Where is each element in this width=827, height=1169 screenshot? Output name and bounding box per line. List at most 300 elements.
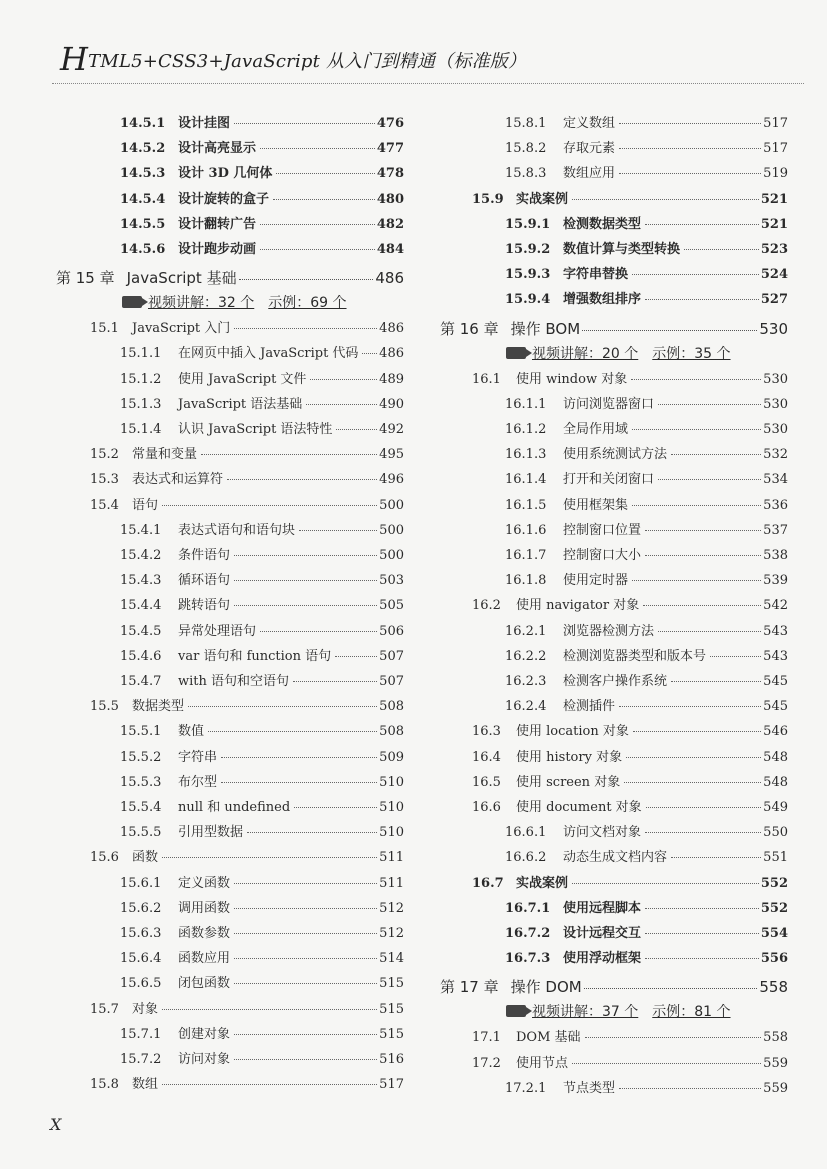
toc-entry-title: 打开和关闭窗口	[563, 472, 655, 488]
toc-entry-page: 558	[763, 1030, 788, 1046]
toc-entry[interactable]	[90, 468, 404, 490]
toc-entry-page: 490	[379, 396, 404, 412]
toc-entry[interactable]	[505, 695, 788, 717]
toc-entry[interactable]	[90, 443, 404, 465]
toc-entry[interactable]	[120, 746, 404, 768]
toc-entry-number: 15.1.2	[120, 371, 162, 387]
toc-entry[interactable]	[505, 162, 788, 184]
toc-entry-number: 15.1.4	[120, 422, 162, 437]
chapter-title: 操作 BOM	[510, 319, 581, 338]
toc-entry[interactable]	[505, 137, 788, 159]
toc-entry[interactable]	[90, 1073, 404, 1095]
toc-entry-title: 表达式和运算符	[132, 472, 224, 488]
toc-entry-number: 15.7	[90, 1001, 119, 1017]
toc-entry-title: 条件语句	[178, 548, 231, 563]
toc-entry-page: 532	[763, 447, 788, 463]
toc-entry[interactable]	[120, 393, 404, 415]
toc-entry[interactable]	[505, 468, 788, 490]
toc-entry-page: 545	[763, 699, 788, 715]
running-header	[60, 40, 800, 80]
toc-entry[interactable]	[505, 846, 788, 868]
toc-entry-title: 设计旋转的盒子	[178, 191, 270, 207]
toc-entry[interactable]	[120, 947, 404, 969]
toc-entry-page: 482	[376, 216, 404, 232]
toc-entry-page: 507	[379, 674, 404, 689]
toc-entry-number: 16.2	[472, 598, 501, 614]
toc-entry-title: 访问文档对象	[563, 825, 642, 841]
toc-entry[interactable]	[505, 418, 788, 440]
toc-entry[interactable]	[90, 998, 404, 1020]
toc-entry-title: 动态生成文档内容	[563, 850, 668, 866]
toc-entry[interactable]	[120, 137, 404, 159]
toc-entry[interactable]	[90, 317, 404, 339]
toc-entry-title: 创建对象	[178, 1026, 231, 1042]
toc-entry[interactable]	[472, 796, 788, 818]
toc-entry[interactable]	[505, 670, 788, 692]
toc-entry-page: 500	[379, 548, 404, 563]
dot-leader	[162, 1009, 377, 1010]
toc-entry[interactable]	[120, 872, 404, 894]
toc-entry-title: JavaScript 入门	[132, 321, 231, 337]
dot-leader	[260, 224, 375, 225]
dot-leader	[632, 505, 761, 506]
toc-entry-page: 486	[379, 346, 404, 362]
toc-entry-page: 500	[379, 497, 404, 513]
toc-entry-title: 实战案例	[516, 875, 569, 891]
dot-leader	[585, 1037, 762, 1038]
dot-leader	[306, 404, 377, 405]
toc-entry-page: 543	[763, 623, 788, 639]
chapter-heading[interactable]	[440, 318, 788, 342]
toc-entry-number: 15.6.2	[120, 900, 162, 916]
toc-entry-number: 15.6.5	[120, 976, 162, 992]
dot-leader	[293, 681, 377, 682]
toc-entry[interactable]	[505, 238, 788, 260]
toc-entry-number: 16.1.8	[505, 573, 547, 589]
toc-entry-page: 530	[763, 422, 788, 437]
toc-entry-title: 使用 history 对象	[516, 749, 623, 765]
toc-entry[interactable]	[120, 821, 404, 843]
video-icon	[506, 1005, 526, 1017]
dot-leader	[658, 479, 761, 480]
toc-entry-page: 476	[376, 116, 404, 131]
toc-entry-number: 16.6.1	[505, 825, 547, 841]
toc-entry-number: 14.5.2	[120, 141, 166, 157]
toc-entry-page: 517	[379, 1077, 404, 1093]
dot-leader	[299, 530, 377, 531]
toc-entry-page: 538	[763, 548, 788, 563]
toc-entry-title: 数值计算与类型转换	[563, 242, 681, 257]
toc-entry-page: 548	[763, 774, 788, 790]
dot-leader	[632, 580, 761, 581]
toc-entry-number: 15.6.3	[120, 926, 162, 941]
toc-entry[interactable]	[120, 112, 404, 134]
toc-entry-title: 布尔型	[178, 774, 218, 790]
toc-entry-page: 543	[763, 648, 788, 664]
toc-entry[interactable]	[472, 188, 788, 210]
video-count: 视频讲解：20 个	[532, 345, 639, 362]
toc-entry-page: 517	[763, 116, 788, 131]
toc-entry[interactable]	[472, 1052, 788, 1074]
toc-entry-title: 函数	[132, 850, 159, 866]
toc-entry-number: 15.7.1	[120, 1026, 162, 1042]
dot-leader	[273, 199, 375, 200]
toc-entry-number: 16.1.2	[505, 422, 547, 437]
toc-entry-title: 节点类型	[563, 1080, 616, 1096]
toc-entry[interactable]	[120, 670, 404, 692]
toc-entry-title: 存取元素	[563, 141, 616, 157]
toc-entry[interactable]	[472, 594, 788, 616]
toc-entry-page: 542	[763, 598, 788, 614]
toc-entry-title: 使用远程脚本	[563, 900, 642, 916]
toc-entry-title: 数组应用	[563, 166, 616, 182]
toc-entry[interactable]	[90, 846, 404, 868]
toc-entry-title: 控制窗口大小	[563, 548, 642, 563]
video-icon	[122, 296, 142, 308]
toc-entry-page: 556	[760, 951, 788, 967]
toc-entry-number: 16.7.2	[505, 926, 551, 941]
toc-entry[interactable]	[90, 695, 404, 717]
toc-entry-number: 16.5	[472, 774, 501, 790]
toc-entry[interactable]	[120, 771, 404, 793]
header-divider	[52, 83, 804, 84]
toc-entry-page: 537	[763, 522, 788, 538]
dot-leader	[645, 832, 761, 833]
toc-entry-page: 512	[379, 926, 404, 941]
toc-entry[interactable]	[120, 342, 404, 364]
toc-entry-title: 数值	[178, 724, 205, 740]
dot-leader	[619, 173, 761, 174]
dot-leader	[572, 1063, 761, 1064]
toc-entry[interactable]	[505, 821, 788, 843]
chapter-title: JavaScript 基础	[126, 269, 237, 288]
toc-entry[interactable]	[472, 1026, 788, 1048]
toc-entry-number: 16.2.1	[505, 623, 547, 639]
toc-entry[interactable]	[120, 645, 404, 667]
chapter-number: 第 15 章	[56, 269, 115, 288]
toc-entry[interactable]	[505, 947, 788, 969]
toc-entry[interactable]	[505, 112, 788, 134]
header-title: TML5+CSS3+JavaScript 从入门到精通（标准版）	[88, 51, 527, 72]
toc-entry-page: 545	[763, 674, 788, 689]
toc-entry-number: 16.1.5	[505, 497, 547, 513]
dot-leader	[645, 933, 759, 934]
toc-entry-number: 17.2.1	[505, 1080, 547, 1096]
toc-entry-page: 492	[379, 422, 404, 437]
toc-entry-page: 495	[379, 447, 404, 463]
dot-leader	[645, 555, 761, 556]
dot-leader	[276, 173, 374, 174]
toc-entry-number: 15.6.1	[120, 875, 162, 891]
dot-leader	[584, 988, 758, 989]
chapter-page: 530	[759, 319, 788, 338]
toc-entry-page: 548	[763, 749, 788, 765]
toc-entry-title: 对象	[132, 1001, 159, 1017]
toc-entry-title: 定义函数	[178, 875, 231, 891]
header-initial: H	[60, 40, 89, 78]
toc-entry-title: 控制窗口位置	[563, 522, 642, 538]
toc-entry[interactable]	[505, 213, 788, 235]
toc-entry-number: 15.5.3	[120, 774, 162, 790]
toc-entry[interactable]	[120, 569, 404, 591]
toc-entry-number: 15.8	[90, 1077, 119, 1093]
toc-entry[interactable]	[505, 620, 788, 642]
dot-leader	[671, 454, 761, 455]
chapter-heading[interactable]	[440, 976, 788, 1000]
dot-leader	[643, 605, 761, 606]
chapter-number: 第 17 章	[440, 978, 499, 997]
dot-leader	[671, 681, 761, 682]
example-count: 示例：35 个	[652, 345, 731, 362]
toc-entry-page: 552	[760, 900, 788, 916]
toc-entry[interactable]	[505, 897, 788, 919]
toc-entry-title: 定义数组	[563, 116, 616, 131]
toc-entry[interactable]	[120, 720, 404, 742]
toc-entry-number: 15.1.3	[120, 396, 162, 412]
toc-entry[interactable]	[472, 872, 788, 894]
toc-entry[interactable]	[472, 720, 788, 742]
dot-leader	[619, 148, 761, 149]
toc-entry-title: 在网页中插入 JavaScript 代码	[178, 346, 359, 362]
toc-entry-page: 517	[763, 141, 788, 157]
toc-entry-page: 505	[379, 598, 404, 614]
toc-entry-page: 478	[376, 166, 404, 182]
toc-entry[interactable]	[505, 393, 788, 415]
toc-entry-page: 515	[379, 1001, 404, 1017]
chapter-page: 486	[375, 269, 404, 288]
dot-leader	[645, 299, 759, 300]
dot-leader	[208, 731, 377, 732]
toc-entry-title: 设计挂图	[178, 116, 231, 131]
toc-entry[interactable]	[505, 645, 788, 667]
toc-entry-number: 15.9.4	[505, 292, 551, 308]
toc-entry[interactable]	[472, 368, 788, 390]
toc-entry-number: 15.9.3	[505, 267, 551, 283]
dot-leader	[294, 807, 377, 808]
toc-entry-title: 使用 location 对象	[516, 724, 629, 740]
toc-entry[interactable]	[472, 746, 788, 768]
toc-entry-title: 使用 navigator 对象	[516, 598, 640, 614]
dot-leader	[227, 479, 377, 480]
toc-entry-number: 15.5.1	[120, 724, 162, 740]
dot-leader	[234, 883, 377, 884]
toc-entry-page: 559	[763, 1080, 788, 1096]
toc-entry-page: 530	[763, 396, 788, 412]
dot-leader	[234, 555, 377, 556]
dot-leader	[162, 1084, 377, 1085]
toc-entry[interactable]	[505, 494, 788, 516]
toc-entry-number: 14.5.4	[120, 191, 166, 207]
toc-entry-number: 15.5.2	[120, 749, 162, 765]
toc-entry[interactable]	[120, 368, 404, 390]
toc-entry-number: 17.2	[472, 1055, 501, 1071]
toc-entry-page: 480	[376, 191, 404, 207]
toc-entry[interactable]	[505, 519, 788, 541]
toc-entry[interactable]	[120, 213, 404, 235]
toc-entry-title: 函数应用	[178, 951, 231, 967]
toc-entry-page: 546	[763, 724, 788, 740]
dot-leader	[684, 249, 759, 250]
toc-entry-page: 511	[379, 850, 404, 866]
toc-entry[interactable]	[120, 238, 404, 260]
toc-entry-title: 使用 document 对象	[516, 800, 642, 815]
toc-entry-number: 15.7.2	[120, 1052, 162, 1067]
video-summary	[506, 342, 731, 364]
dot-leader	[247, 832, 377, 833]
dot-leader	[633, 731, 761, 732]
toc-entry-title: 循环语句	[178, 573, 231, 589]
toc-entry[interactable]	[90, 494, 404, 516]
toc-entry-number: 14.5.3	[120, 166, 166, 182]
dot-leader	[646, 807, 761, 808]
toc-entry-number: 15.6	[90, 850, 119, 866]
video-count: 视频讲解：32 个	[148, 295, 255, 312]
toc-entry-page: 508	[379, 699, 404, 715]
toc-entry-page: 523	[760, 242, 788, 257]
toc-entry-number: 16.7.1	[505, 900, 551, 916]
toc-entry-title: 检测浏览器类型和版本号	[563, 648, 707, 664]
toc-entry-title: null 和 undefined	[178, 800, 291, 815]
toc-entry-number: 14.5.5	[120, 216, 166, 232]
toc-entry-title: 使用浮动框架	[563, 951, 642, 967]
toc-entry-title: with 语句和空语句	[178, 674, 290, 689]
toc-entry-number: 15.4.2	[120, 548, 162, 563]
dot-leader	[234, 1059, 377, 1060]
toc-entry-number: 16.2.3	[505, 674, 547, 689]
toc-entry-number: 15.9.2	[505, 242, 551, 257]
toc-entry-title: 认识 JavaScript 语法特性	[178, 422, 333, 437]
toc-entry[interactable]	[120, 594, 404, 616]
toc-entry-title: 使用框架集	[563, 497, 629, 513]
chapter-heading[interactable]	[56, 267, 404, 291]
toc-entry[interactable]	[120, 1048, 404, 1070]
toc-entry[interactable]	[505, 1077, 788, 1099]
dot-leader	[234, 328, 377, 329]
toc-entry-number: 14.5.1	[120, 116, 166, 131]
dot-leader	[626, 757, 761, 758]
toc-entry-title: 设计远程交互	[563, 926, 642, 941]
dot-leader	[619, 123, 761, 124]
toc-entry-number: 16.1.7	[505, 548, 547, 563]
dot-leader	[239, 279, 374, 280]
toc-entry-title: 数据类型	[132, 699, 185, 715]
toc-entry-title: 设计跑步动画	[178, 242, 257, 257]
toc-entry-title: 设计翻转广告	[178, 216, 257, 232]
toc-entry-title: 跳转语句	[178, 598, 231, 614]
dot-leader	[234, 123, 375, 124]
dot-leader	[645, 958, 759, 959]
toc-entry-title: 常量和变量	[132, 447, 198, 463]
toc-entry-number: 16.2.4	[505, 699, 547, 715]
dot-leader	[234, 958, 377, 959]
toc-entry[interactable]	[120, 972, 404, 994]
toc-entry-number: 15.1	[90, 321, 119, 337]
toc-entry-page: 524	[760, 267, 788, 283]
toc-entry-title: 检测插件	[563, 699, 616, 715]
toc-entry[interactable]	[120, 418, 404, 440]
toc-entry-number: 16.1.4	[505, 472, 547, 488]
toc-entry[interactable]	[472, 771, 788, 793]
toc-entry-number: 15.4	[90, 497, 119, 513]
toc-entry-title: 实战案例	[516, 191, 569, 207]
toc-entry-title: 检测客户操作系统	[563, 674, 668, 689]
dot-leader	[632, 429, 761, 430]
toc-entry-number: 15.3	[90, 472, 119, 488]
toc-entry-number: 15.4.1	[120, 522, 162, 538]
video-summary	[506, 1000, 731, 1022]
toc-entry-number: 16.1.3	[505, 447, 547, 463]
dot-leader	[234, 983, 377, 984]
toc-entry[interactable]	[505, 922, 788, 944]
dot-leader	[234, 1034, 377, 1035]
toc-entry-number: 16.7	[472, 875, 504, 891]
toc-entry-title: 引用型数据	[178, 825, 244, 841]
toc-entry-page: 552	[760, 875, 788, 891]
toc-entry[interactable]	[120, 519, 404, 541]
dot-leader	[632, 274, 759, 275]
toc-entry-page: 477	[376, 141, 404, 157]
toc-entry-number: 15.9.1	[505, 216, 551, 232]
toc-entry-title: 使用 window 对象	[516, 371, 628, 387]
dot-leader	[645, 908, 759, 909]
dot-leader	[162, 505, 377, 506]
toc-entry-number: 15.6.4	[120, 951, 162, 967]
toc-entry[interactable]	[120, 188, 404, 210]
toc-entry[interactable]	[505, 263, 788, 285]
video-count: 视频讲解：37 个	[532, 1004, 639, 1021]
toc-entry[interactable]	[120, 1023, 404, 1045]
toc-entry-title: 使用 JavaScript 文件	[178, 371, 307, 387]
toc-entry[interactable]	[505, 544, 788, 566]
toc-entry-title: 调用函数	[178, 900, 231, 916]
toc-entry-page: 554	[760, 926, 788, 941]
toc-entry[interactable]	[120, 162, 404, 184]
toc-entry-page: 514	[379, 951, 404, 967]
dot-leader	[572, 883, 759, 884]
toc-entry[interactable]	[120, 544, 404, 566]
toc-entry-page: 509	[379, 749, 404, 765]
toc-entry-title: 函数参数	[178, 926, 231, 941]
video-icon	[506, 347, 526, 359]
example-count: 示例：81 个	[652, 1004, 731, 1021]
toc-entry-page: 534	[763, 472, 788, 488]
toc-entry-page: 512	[379, 900, 404, 916]
toc-entry[interactable]	[120, 922, 404, 944]
toc-entry-page: 510	[379, 800, 404, 815]
toc-entry[interactable]	[120, 620, 404, 642]
toc-entry-page: 549	[763, 800, 788, 815]
toc-entry-number: 15.4.4	[120, 598, 162, 614]
toc-entry[interactable]	[120, 796, 404, 818]
dot-leader	[572, 199, 759, 200]
toc-entry-page: 496	[379, 472, 404, 488]
toc-entry[interactable]	[505, 443, 788, 465]
toc-entry[interactable]	[505, 569, 788, 591]
toc-entry-number: 15.9	[472, 191, 504, 207]
toc-entry-number: 15.4.7	[120, 674, 162, 689]
toc-entry-number: 15.8.3	[505, 166, 547, 182]
toc-entry[interactable]	[120, 897, 404, 919]
toc-entry-page: 510	[379, 774, 404, 790]
dot-leader	[234, 908, 377, 909]
toc-entry-number: 16.6.2	[505, 850, 547, 866]
toc-entry-number: 16.3	[472, 724, 501, 740]
toc-entry-number: 15.5.5	[120, 825, 162, 841]
toc-entry[interactable]	[505, 288, 788, 310]
toc-entry-title: 语句	[132, 497, 159, 513]
toc-entry-title: 闭包函数	[178, 976, 231, 992]
toc-entry-page: 536	[763, 497, 788, 513]
